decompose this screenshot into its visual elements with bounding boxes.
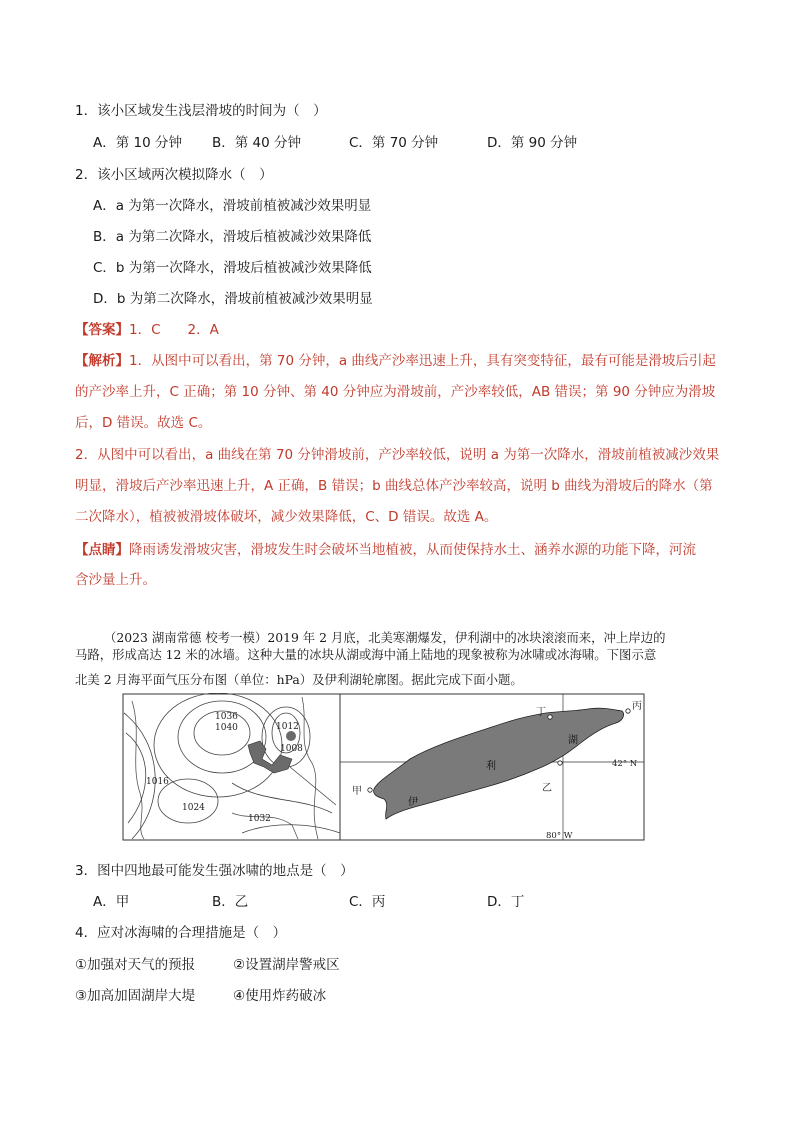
isobar-label-1016: 1016 [146,777,169,787]
q2-option-a[interactable]: A．a 为第一次降水，滑坡前植被减沙效果明显 [93,198,372,214]
analysis-line-1 [75,351,716,371]
q1-option-b[interactable]: B．第 40 分钟 [212,135,302,151]
passage-line-3: 北美 2 月海平面气压分布图（单位：hPa）及伊利湖轮廓图。据此完成下面小题。 [75,672,523,687]
analysis-line-3: 后，D 错误。故选 C。 [75,415,212,431]
lake-char-hu: 湖 [568,735,578,746]
analysis-line-6: 二次降水），植被被滑坡体破坏，减少效果降低，C、D 错误。故选 A。 [75,509,498,525]
q1-option-a[interactable]: A．第 10 分钟 [93,135,182,151]
q2-option-b[interactable]: B．a 为第二次降水，滑坡后植被减沙效果降低 [93,229,372,245]
figure-svg [122,693,646,841]
q1-option-d[interactable]: D．第 90 分钟 [487,135,578,151]
isobar-label-1040: 1040 [215,723,238,733]
comment-line-1 [75,540,696,560]
analysis-tag: 【解析】 [75,353,129,369]
place-ding-label: 丁 [536,707,546,718]
q3-option-b[interactable]: B．乙 [212,894,249,910]
q3-stem: 3．图中四地最可能发生强冰啸的地点是（ ） [75,863,354,879]
place-yi-marker [558,761,562,765]
answer-text: 1．C 2．A [129,322,219,338]
place-yi-label: 乙 [542,783,552,794]
passage-line-2: 马路，形成高达 12 米的冰墙。这种大量的冰块从湖或海中涌上陆地的现象被称为冰啸或冰海啸。下图示意 [75,647,657,662]
q2-option-d[interactable]: D．b 为第二次降水，滑坡前植被减沙效果明显 [93,291,373,307]
isobar-label-1024: 1024 [182,803,205,813]
isobar-label-1012: 1012 [276,722,299,732]
place-jia-marker [368,788,372,792]
q4-choice-1: ①加强对天气的预报 [75,957,196,973]
q3-option-d[interactable]: D．丁 [487,894,525,910]
q3-option-a[interactable]: A．甲 [93,894,130,910]
latitude-label: 42° N [612,759,638,769]
place-ding-marker [548,715,552,719]
answer-tag: 【答案】 [75,322,129,338]
passage-line-1: （2023 湖南常德 校考一模）2019 年 2 月底，北美寒潮爆发，伊利湖中的冰块滚滚而来，冲上岸边的 [104,630,666,645]
q4-choice-2: ②设置湖岸警戒区 [233,957,340,973]
q1-stem: 1．该小区域发生浅层滑坡的时间为（ ） [75,103,327,119]
q3-option-c[interactable]: C．丙 [349,894,386,910]
analysis-text-1: 1．从图中可以看出，第 70 分钟，a 曲线产沙率迅速上升，具有突变特征，最有可能是滑坡后引起 [129,353,716,369]
q1-option-c[interactable]: C．第 70 分钟 [349,135,439,151]
pressure-map [123,693,341,840]
isobar-label-1036: 1036 [215,712,238,722]
place-bing-marker [626,709,630,713]
place-jia-label: 甲 [352,786,362,797]
answer-line [75,320,219,340]
q2-option-c[interactable]: C．b 为第一次降水，滑坡后植被减沙效果降低 [93,260,372,276]
isobar-label-1032: 1032 [248,814,271,824]
place-bing-label: 丙 [632,701,642,712]
analysis-line-5: 明显，滑坡后产沙率迅速上升，A 正确，B 错误；b 曲线总体产沙率较高，说明 b 曲线为滑坡后的降水（第 [75,478,713,494]
lake-map [340,694,644,841]
q4-choice-4: ④使用炸药破冰 [233,988,327,1004]
analysis-line-4: 2．从图中可以看出，a 曲线在第 70 分钟滑坡前，产沙率较低，说明 a 为第一次降水，滑坡前植被减沙效果 [75,447,720,463]
analysis-line-2: 的产沙率上升，C 正确；第 10 分钟、第 40 分钟应为滑坡前，产沙率较低，AB 错误；第 90 分钟应为滑坡 [75,384,716,400]
lake-char-li: 利 [486,761,496,772]
isobar-label-1008: 1008 [280,744,303,754]
q4-choice-3: ③加高加固湖岸大堤 [75,988,196,1004]
q2-stem: 2．该小区域两次模拟降水（ ） [75,167,273,183]
lake-char-yi: 伊 [408,797,418,808]
comment-text-1: 降雨诱发滑坡灾害，滑坡发生时会破坏当地植被，从而使保持水土、涵养水源的功能下降，河流 [129,542,696,558]
figure-panel [122,693,646,841]
q4-stem: 4．应对冰海啸的合理措施是（ ） [75,925,287,941]
comment-tag: 【点睛】 [75,542,129,558]
comment-line-2: 含沙量上升。 [75,572,156,588]
longitude-label: 80° W [546,831,573,841]
